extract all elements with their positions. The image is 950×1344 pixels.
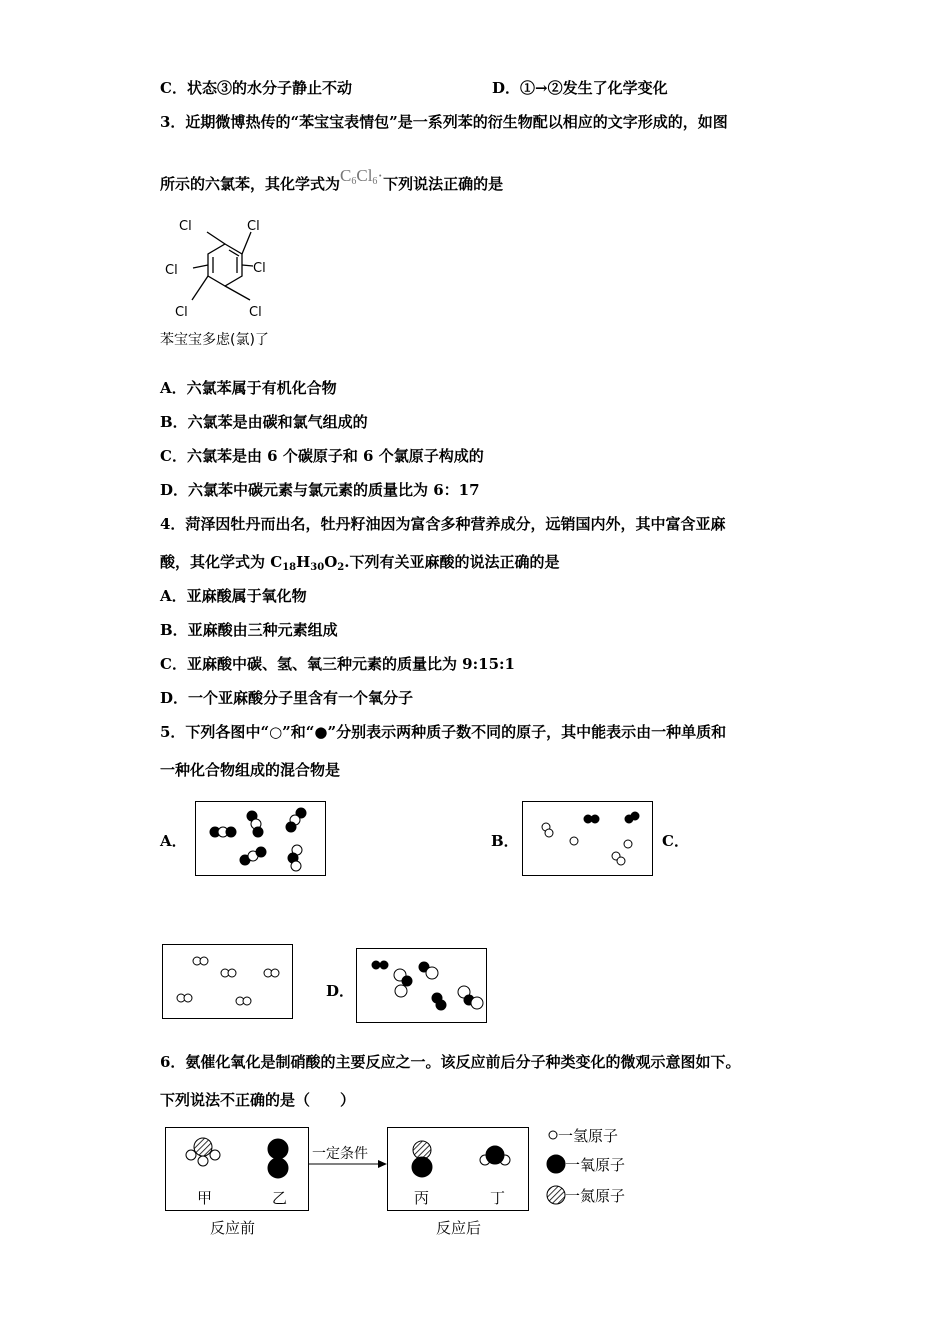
q2-option-c: C．状态③的水分子静止不动 — [160, 79, 352, 97]
q4-stem-line2 — [160, 552, 560, 578]
cl-label: Cl — [175, 305, 188, 320]
oxygen-atom — [486, 1146, 504, 1164]
q4-option-d: D．一个亚麻酸分子里含有一个氧分子 — [160, 689, 414, 707]
oxygen-atom — [268, 1139, 288, 1159]
arrow-label: 一定条件 — [312, 1146, 368, 1162]
q5-label-c: C． — [662, 832, 689, 850]
legend-hydrogen-icon — [549, 1131, 557, 1139]
after-box — [388, 1128, 529, 1211]
legend-nitrogen: 一氮原子 — [565, 1187, 626, 1205]
q5-diagram-b — [522, 801, 653, 876]
cl-label: Cl — [179, 219, 192, 234]
nitrogen-atom — [194, 1138, 212, 1156]
cl-label: Cl — [165, 263, 178, 278]
q5-stem-line1: 5．下列各图中“○”和“●”分别表示两种质子数不同的原子，其中能表示由一种单质和 — [160, 723, 727, 741]
q5-label-a: A． — [160, 832, 187, 850]
q5-label-d: D． — [326, 982, 355, 1000]
q3-option-a: A．六氯苯属于有机化合物 — [160, 379, 337, 397]
q4-stem-line1: 4．菏泽因牡丹而出名，牡丹籽油因为富含多种营养成分，远销国内外，其中富含亚麻 — [160, 515, 726, 533]
q2-option-d: D．①→②发生了化学变化 — [492, 79, 668, 97]
q5-diagram-d — [356, 948, 487, 1023]
hydrogen-atom — [210, 1150, 220, 1160]
hydrogen-atom — [186, 1150, 196, 1160]
q4-option-a: A．亚麻酸属于氧化物 — [160, 587, 307, 605]
cl-label: Cl — [249, 305, 262, 320]
oxygen-atom — [268, 1158, 288, 1178]
q5-label-b: B． — [491, 832, 519, 850]
q3-stem-line2 — [160, 166, 504, 200]
label-ding: 丁 — [490, 1189, 506, 1207]
q3-option-b: B．六氯苯是由碳和氯气组成的 — [160, 413, 368, 431]
label-yi: 乙 — [272, 1189, 288, 1207]
q3-option-c: C．六氯苯是由 6 个碳原子和 6 个氯原子构成的 — [160, 447, 484, 465]
legend-nitrogen-icon — [547, 1186, 565, 1204]
label-before: 反应前 — [210, 1219, 256, 1237]
oxygen-atom — [412, 1157, 432, 1177]
q6-stem-line1: 6．氨催化氧化是制硝酸的主要反应之一。该反应前后分子种类变化的微观示意图如下。 — [160, 1053, 741, 1071]
q6-stem-line2: 下列说法不正确的是（ ） — [160, 1091, 356, 1109]
legend-hydrogen: 一氢原子 — [558, 1127, 619, 1145]
label-jia: 甲 — [197, 1189, 213, 1207]
q3-stem-line1: 3．近期微博热传的“苯宝宝表情包”是一系列苯的衍生物配以相应的文字形成的，如图 — [160, 113, 728, 131]
q5-diagram-a — [195, 801, 326, 876]
hydrogen-atom — [198, 1156, 208, 1166]
cl-label: Cl — [253, 261, 266, 276]
q4-option-b: B．亚麻酸由三种元素组成 — [160, 621, 338, 639]
label-after: 反应后 — [436, 1219, 482, 1237]
q5-diagram-c — [162, 944, 293, 1019]
legend-oxygen: 一氧原子 — [565, 1156, 626, 1174]
q3-figure-caption: 苯宝宝多虑(氯)了 — [160, 332, 269, 348]
q6-reaction-diagram — [160, 1120, 650, 1245]
legend-oxygen-icon — [547, 1155, 565, 1173]
q5-stem-line2: 一种化合物组成的混合物是 — [160, 761, 341, 779]
q4-option-c: C．亚麻酸中碳、氢、氧三种元素的质量比为 9:15:1 — [160, 655, 515, 673]
q3-option-d: D．六氯苯中碳元素与氯元素的质量比为 6：17 — [160, 481, 480, 499]
q3-stem-pre: 所示的六氯苯，其化学式为 — [160, 175, 341, 193]
q3-formula: $C_6Cl_6\cdot$ — [340, 166, 384, 187]
cl-label: Cl — [247, 219, 260, 234]
hexachlorobenzene-structure — [155, 210, 285, 330]
q4-stem-post: .下列有关亚麻酸的说法正确的是 — [344, 553, 560, 571]
q3-stem-post: 下列说法正确的是 — [383, 175, 504, 193]
q4-formula: $C_{18}H_{30}O_2$ — [270, 553, 345, 573]
label-bing: 丙 — [414, 1189, 430, 1207]
nitrogen-atom — [413, 1141, 431, 1159]
q4-stem-pre: 酸，其化学式为 — [160, 553, 271, 571]
